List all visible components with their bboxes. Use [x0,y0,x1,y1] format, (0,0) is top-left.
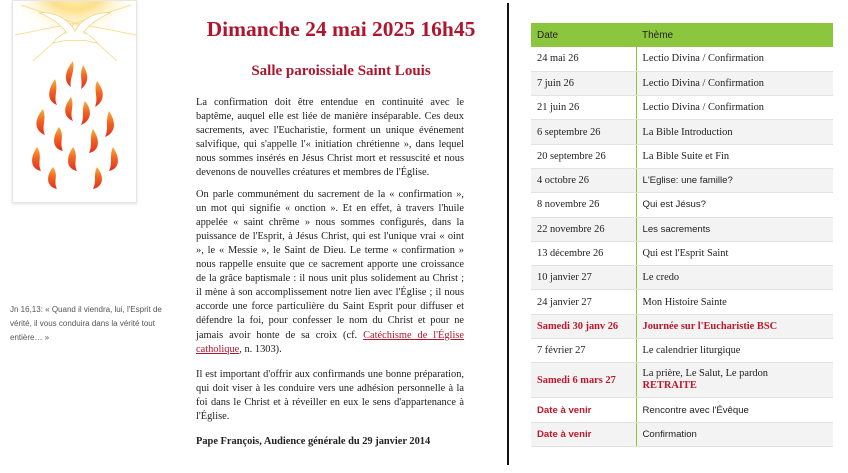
row-theme: Confirmation [636,422,833,446]
row-theme: L'Eglise: une famille? [636,168,833,192]
table-row-highlight [531,363,833,398]
row-theme: Qui est Jésus? [636,193,833,217]
table-row [531,120,833,144]
dove-flames-icon [13,1,138,204]
table-row [531,398,833,422]
column-divider [507,3,509,465]
retreat-label: RETRAITE [642,380,697,392]
paragraph-preparation: Il est important d'offrir aux confirmands une bonne préparation, qui doit viser à les conduire vers une adhésion personnelle à la foi dans le Christ et à réveiller en eux le sens d'appartenance à l'Église. [196,368,464,422]
row-theme: Les sacrements [636,217,833,241]
row-theme: Le calendrier liturgique [636,339,833,363]
row-date: 20 septembre 26 [531,144,636,168]
header-theme: Thème [636,23,833,47]
scripture-reference: Jn 16,13 [10,305,41,314]
row-date: 21 juin 26 [531,96,636,120]
table-header-row [531,23,833,47]
paragraph-baptism: La confirmation doit être entendue en continuité avec le baptême, auquel elle est liée de manière inséparable. Ces deux sacrements, avec l'Eucharistie, forment un unique événement salvifique, qui s'appelle l'« initiation chrétienne », dans lequel nous sommes insérés en Jésus Christ mort et ressuscité et nous devenons de nouvelles créatures et membres de l'Église. [196,97,464,179]
quote-signature: Pape François, Audience générale du 29 janvier 2014 [196,436,431,448]
table-row [531,193,833,217]
row-date: 22 novembre 26 [531,217,636,241]
schedule-table [531,23,833,447]
row-date: 24 mai 26 [531,47,636,71]
table-row [531,96,833,120]
table-row [531,144,833,168]
header-date: Date [531,23,636,47]
event-description [186,0,496,447]
table-row-highlight [531,314,833,338]
event-title: Dimanche 24 mai 2025 16h45 [206,17,476,41]
row-date: 7 février 27 [531,339,636,363]
event-venue: Salle paroissiale Saint Louis [251,63,431,79]
row-theme: Lectio Divina / Confirmation [636,47,833,71]
table-row [531,266,833,290]
row-theme: La Bible Introduction [636,120,833,144]
row-theme-text: La prière, Le Salut, Le pardon [642,368,768,380]
row-theme: Lectio Divina / Confirmation [636,71,833,95]
table-row [531,339,833,363]
table-row [531,422,833,446]
row-theme: La Bible Suite et Fin [636,144,833,168]
row-theme: Mon Histoire Sainte [636,290,833,314]
row-date: 13 décembre 26 [531,241,636,265]
row-date: 8 novembre 26 [531,193,636,217]
row-theme: Qui est l'Esprit Saint [636,241,833,265]
table-row [531,71,833,95]
row-date: 4 octobre 26 [531,168,636,192]
row-date: Date à venir [531,398,636,422]
holy-spirit-illustration [12,0,137,203]
paragraph-confirmation [196,188,464,357]
row-theme: Lectio Divina / Confirmation [636,96,833,120]
row-date: Samedi 30 janv 26 [531,314,636,338]
table-row [531,168,833,192]
paragraph-confirmation-text: On parle communément du sacrement de la « confirmation », un mot qui signifie « onction ». Et en effet, à travers l'huile appelée « saint chrême » nous sommes configurés, dans la puissance de l'Esprit, à Jésus Christ, qui est l'unique vrai « oint », le « Messie », le Saint de Dieu. Le terme « confirmation » nous rappelle ensuite que ce sacrement apporte une croissance de la grâce baptismale : il nous unit plus solidement au Christ ; il mène à son accomplissement notre lien avec l'Église ; il nous accorde une force particulière du Saint Esprit pour diffuser et défendre la foi, pour confesser le nom du Christ et pour ne jamais avoir honte de sa croix (cf. [196,188,464,341]
row-theme: Rencontre avec l'Évêque [636,398,833,422]
table-row [531,47,833,71]
table-row [531,217,833,241]
row-theme: Journée sur l'Eucharistie BSC [636,314,833,338]
row-date: 7 juin 26 [531,71,636,95]
table-row [531,241,833,265]
row-theme: Le credo [636,266,833,290]
row-date: Samedi 6 mars 27 [531,363,636,398]
catechism-link[interactable]: Catéchisme de l'Église catholique [196,329,464,355]
scripture-caption [10,303,175,345]
row-date: 24 janvier 27 [531,290,636,314]
row-date: 10 janvier 27 [531,266,636,290]
row-date: Date à venir [531,422,636,446]
table-row [531,290,833,314]
scripture-quote: : « Quand il viendra, lui, l'Esprit de vérité, il vous conduira dans la vérité tout entière… » [10,305,162,342]
row-date: 6 septembre 26 [531,120,636,144]
row-theme [636,363,833,398]
paragraph-confirmation-tail: , n. 1303). [239,343,282,355]
